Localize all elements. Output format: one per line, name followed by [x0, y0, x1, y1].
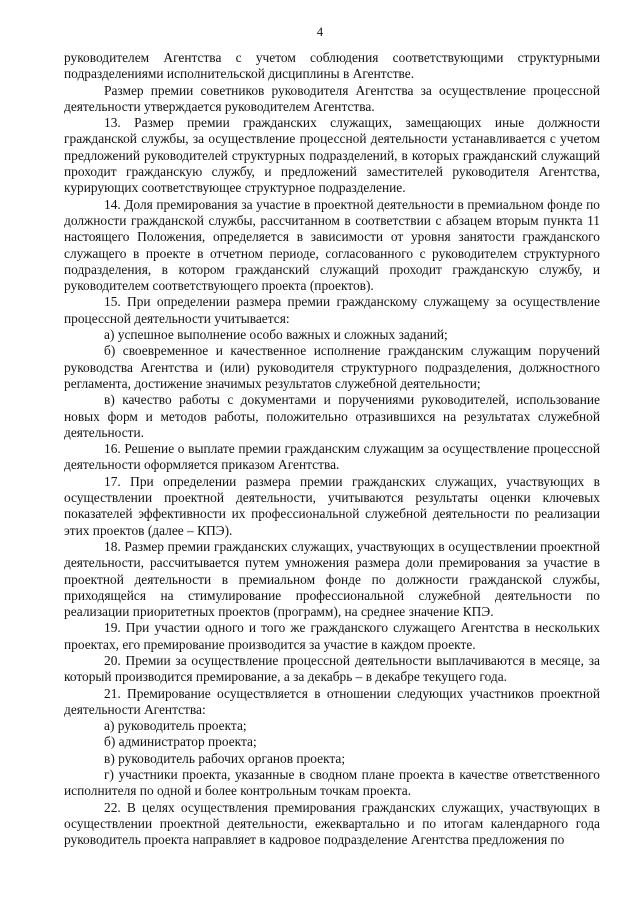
page-number: 4 [316, 25, 324, 39]
paragraph-item-15a: а) успешное выполнение особо важных и сложных заданий; [104, 327, 448, 343]
paragraph-item-19: 19. При участии одного и того же гражданского служащего Агентства в нескольких проектах, его премирование производится за участие в каждом проекте. [64, 620, 600, 652]
paragraph-item-15: 15. При определении размера премии гражданскому служащему за осуществление процессной деятельности учитывается: [64, 294, 600, 326]
paragraph-item-21c: в) руководитель рабочих органов проекта; [104, 750, 346, 766]
paragraph-item-22: 22. В целях осуществления премирования гражданских служащих, участвующих в осуществлении проектной деятельности, ежеквартально и по итогам календарного года руководитель проекта направляет в кадровое подразделение Агентства предложения по [64, 799, 600, 848]
document-body [64, 50, 600, 849]
paragraph-continuation: руководителем Агентства с учетом соблюдения соответствующими структурными подразделениями исполнительской дисциплины в Агентстве. [64, 50, 600, 82]
paragraph-item-18: 18. Размер премии гражданских служащих, участвующих в осуществлении проектной деятельности, рассчитывается путем умножения размера доли премирования за участие в проектной деятельности в премиальном фонде по должности гражданской службы, приходящейся на стимулирование профессиональной служебной деятельности по реализации приоритетных проектов (программ), на среднее значение КПЭ. [64, 538, 600, 620]
paragraph-item-21: 21. Премирование осуществляется в отношении следующих участников проектной деятельности Агентства: [64, 685, 600, 717]
paragraph-item-13: 13. Размер премии гражданских служащих, замещающих иные должности гражданской службы, за осуществление процессной деятельности устанавливается с учетом предложений руководителей структурных подразделений, в которых гражданский служащий проходит гражданскую службу, и предложений заместителей руководителя Агентства, курирующих соответствующее структурное подразделение. [64, 115, 600, 196]
paragraph-advisors-bonus: Размер премии советников руководителя Агентства за осуществление процессной деятельности утверждается руководителем Агентства. [64, 82, 600, 114]
paragraph-item-21a: а) руководитель проекта; [104, 718, 247, 734]
paragraph-item-17: 17. При определении размера премии гражданских служащих, участвующих в осуществлении проектной деятельности, учитываются результаты оценки ключевых показателей эффективности их профессиональной служебной деятельности по реализации этих проектов (далее – КПЭ). [64, 473, 600, 538]
paragraph-item-20: 20. Премии за осуществление процессной деятельности выплачиваются в месяце, за который производится премирование, а за декабрь – в декабре текущего года. [64, 652, 600, 685]
paragraph-item-21d: г) участники проекта, указанные в сводном плане проекта в качестве ответственного исполнителя по одной и более контрольным точкам проекта. [64, 767, 600, 799]
paragraph-item-14: 14. Доля премирования за участие в проектной деятельности в премиальном фонде по должности гражданской службы, рассчитанном в соответствии с абзацем вторым пункта 11 настоящего Положения, определяется в зависимости от уровня занятости гражданского служащего в проекте в отчетном периоде, согласованного с руководителем структурного подразделения, в котором гражданский служащий проходит гражданскую службу, и руководителем соответствующего проекта (проектов). [64, 196, 600, 294]
paragraph-item-21b: б) администратор проекта; [104, 734, 257, 750]
paragraph-item-16: 16. Решение о выплате премии гражданским служащим за осуществление процессной деятельности оформляется приказом Агентства. [64, 441, 600, 473]
paragraph-item-15c: в) качество работы с документами и поручениями руководителей, использование новых форм и методов работы, положительно отразившихся на результатах служебной деятельности. [64, 392, 600, 440]
paragraph-item-15b: б) своевременное и качественное исполнение гражданским служащим поручений руководства Агентства и (или) руководителя структурного подразделения, должностного регламента, достижение значимых результатов служебной деятельности; [64, 343, 600, 391]
